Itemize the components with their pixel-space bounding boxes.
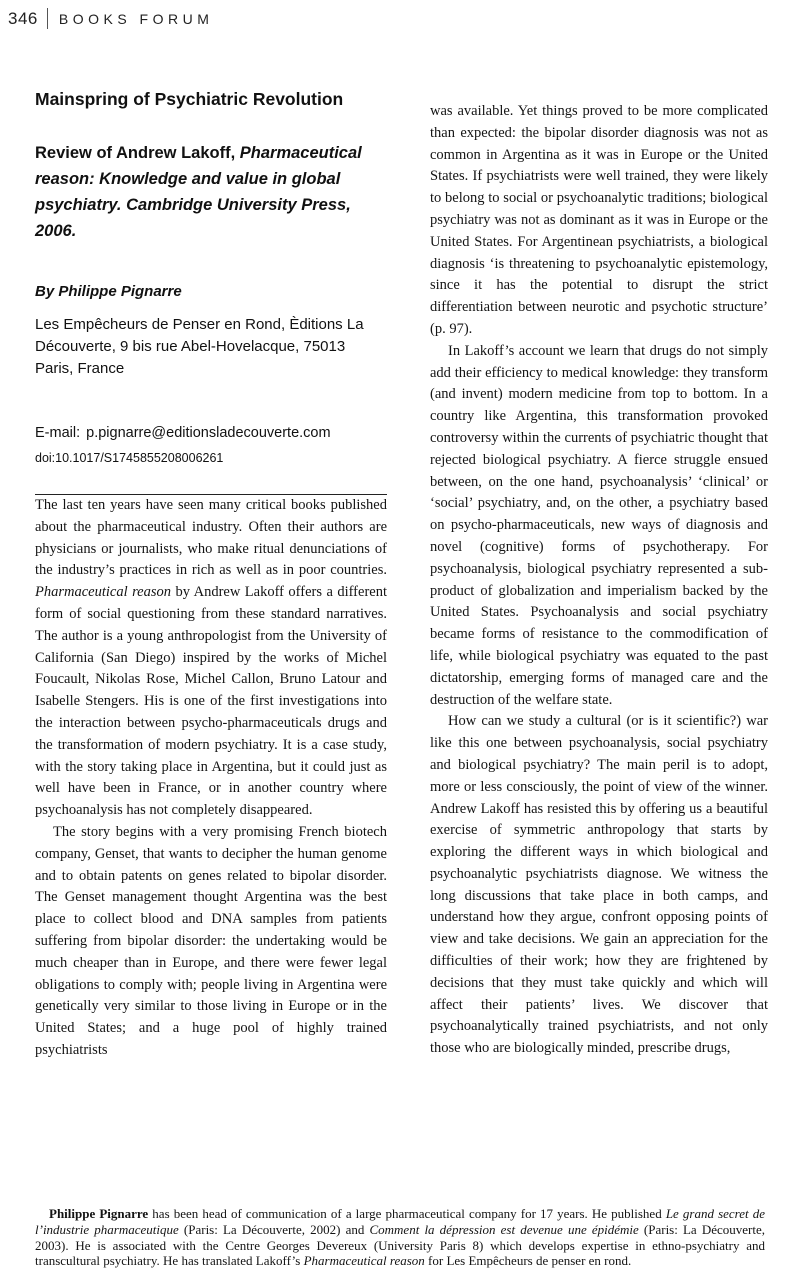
page-number: 346 bbox=[8, 8, 38, 28]
paragraph-right-1: was available. Yet things proved to be more complicated than expected: the bipolar disorder diagnosis was not as common in Argentina as it was in Europe or the United States. If psychiatrists were well trained, they were likely to belong to social or psychoanalytic traditions; biological psychiatry was not as dominant as it was in Europe or the United States. For Argentinean psychiatrists, a biological diagnosis ‘is threatening to psychoanalytic epistemology, since it has the potential to disrupt the strict differentiation between neurotic and psychotic structure’ (p. 97). bbox=[430, 103, 768, 337]
doi: doi:10.1017/S1745855208006261 bbox=[35, 451, 224, 465]
email-label: E-mail: bbox=[35, 425, 81, 441]
paragraph-left-2: The story begins with a very promising French biotech company, Genset, that wants to decipher the human genome and to obtain patents on genes related to bipolar disorder. The Genset management thought Argentina was the best place to collect blood and DNA samples from patients suffering from bipolar disorder: the undertaking would be much cheaper than in Europe, and there were fewer legal obligations to comply with; people living in Argentina were genetically very similar to those living in Europe or in the United States; and a huge pool of highly trained psychiatrists bbox=[35, 823, 387, 1058]
affiliation: Les Empêcheurs de Penser en Rond, Èditions La Découverte, 9 bis rue Abel-Hovelacque, 75013 Paris, France bbox=[35, 316, 364, 377]
email-line bbox=[35, 424, 387, 442]
review-heading: Review of Andrew Lakoff, Pharmaceutical reason: Knowledge and value in global psychiatry. Cambridge University Press, 2006. bbox=[35, 144, 362, 240]
section-title: BOOKS FORUM bbox=[58, 10, 214, 27]
paragraph-right-3: How can we study a cultural (or is it scientific?) war like this one between psychoanalysis, social psychiatry and biological psychiatry? The main peril is to adopt, more or less consciously, the point of view of the winner. Andrew Lakoff has resisted this by offering us a beautiful exercise of symmetric anthropology that starts by exploring the different ways in which biological and psychoanalytic psychiatrists diagnose. We witness the long discussions that take place in both camps, and understand how they argue, confront opposing points of view and take decisions. We gain an appreciation for the difficulties of their work; how they are frightened by decisions that they must take quickly and which will affect their patients’ lives. We discover that psychoanalytically trained psychiatrists, and not only those who are biologically minded, prescribe drugs, bbox=[430, 713, 768, 1057]
footnote: Philippe Pignarre has been head of communication of a large pharmaceutical company for 17 years. He published Le grand secret de l’industrie pharmaceutique (Paris: La Découverte, 2002) and Comment la dépression est devenue une épidémie (Paris: La Découverte, 2003). He is associated with the Centre Georges Devereux (University Paris 8) which develops expertise in ethno-psychiatry and transcultural psychiatry. He has translated Lakoff’s Pharmaceutical reason for Les Empêcheurs de penser en rond. bbox=[35, 1206, 765, 1269]
paragraph-right-2: In Lakoff’s account we learn that drugs do not simply add their efficiency to medical knowledge: they transform (and invent) modern medicine from top to bottom. In a country like Argentina, this transformation provoked controversy within the currents of psychiatric thought that rejected biological psychiatry. A fierce struggle ensued between, on the one hand, psychoanalysis’ ‘clinical’ or ‘social’ psychiatry, and, on the other, a psychiatry based on psycho-pharmaceuticals, new ways of diagnosis and novel (cognitive) forms of psychotherapy. For psychoanalysis, biological psychiatry represented a sub-product of globalization and imperialism backed by the United States. Psychoanalysis and social psychiatry became forms of resistance to the commodification of life, while biological psychiatry was equated to the past dictatorship, emerging forms of managed care and the destruction of the welfare state. bbox=[430, 342, 768, 708]
article-title: Mainspring of Psychiatric Revolution bbox=[35, 89, 344, 109]
header-divider bbox=[47, 8, 48, 29]
byline: By Philippe Pignarre bbox=[35, 283, 182, 300]
paragraph-left-1: The last ten years have seen many critical books published about the pharmaceutical industry. Often their authors are physicians or journalists, who make ritual denunciations of the industry’s practices in rich as well as in poor countries. Pharmaceutical reason by Andrew Lakoff offers a different form of social questioning from these standard narratives. The author is a young anthropologist from the University of California (San Diego) inspired by the works of Michel Foucault, Nikolas Rose, Michel Callon, Bruno Latour and Isabelle Stengers. His is one of the first investigations into the interaction between psycho-pharmaceuticals drugs and the transformation of modern psychiatry. It is a case study, with the story taking place in Argentina, but it could just as well have been in France, or in another country where psychoanalysis has not completely disappeared. bbox=[35, 497, 387, 819]
right-column bbox=[430, 101, 768, 1060]
email-address: p.pignarre@editionsladecouverte.com bbox=[86, 425, 331, 441]
page-header bbox=[8, 8, 213, 29]
left-column bbox=[35, 88, 387, 1062]
